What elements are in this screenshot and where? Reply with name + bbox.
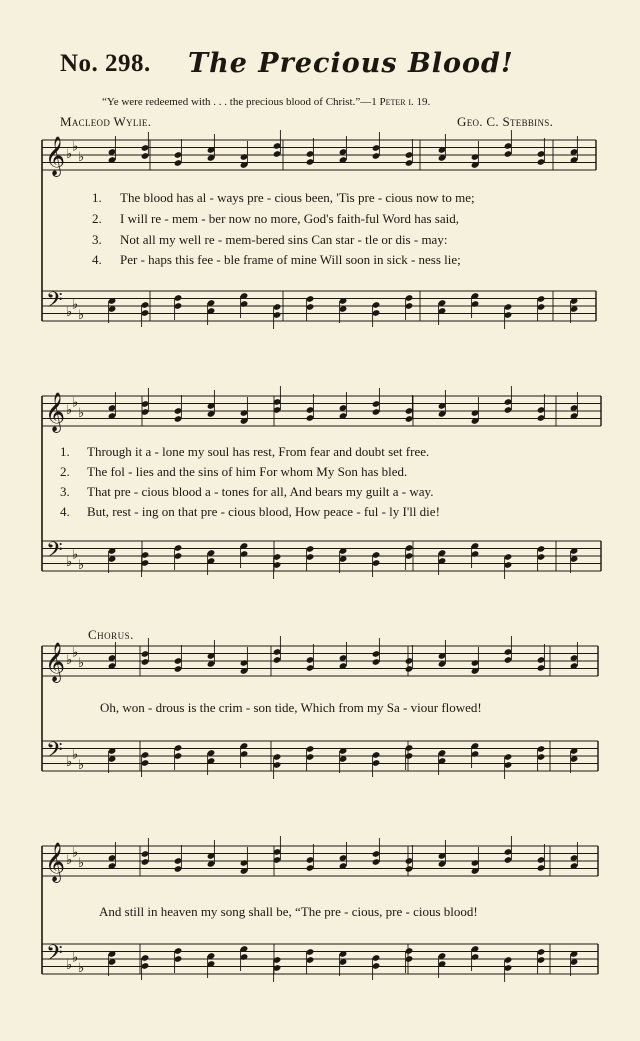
verse-number: 4. [92,252,102,267]
verse-text: I will re - mem - ber now no more, God's faith-ful Word has said, [120,211,459,226]
flat-icon: ♭ [78,855,85,871]
epigraph-quote: “Ye were redeemed with . . . the precious blood of Christ.”— [102,96,372,108]
treble-clef-icon: 𝄞 [45,842,66,882]
author-credit: Macleod Wylie. [60,114,152,129]
flat-icon: ♭ [78,757,85,773]
verse-number: 3. [92,232,102,247]
verse-text: But, rest - ing on that pre - cious blood, How peace - ful - ly I'll die! [87,504,440,519]
flat-icon: ♭ [72,139,79,155]
flat-icon: ♭ [66,755,73,770]
treble-clef-icon: 𝄞 [45,642,66,682]
flat-icon: ♭ [72,297,79,313]
hymn-number: No. 298. [60,50,151,77]
flat-icon: ♭ [66,305,73,320]
flat-icon: ♭ [72,645,79,661]
flat-icon: ♭ [78,307,85,323]
composer-credit: Geo. C. Stebbins. [457,114,554,129]
flat-icon: ♭ [66,853,73,868]
verse-text: Not all my well re - mem-bered sins Can star - tle or dis - may: [120,232,448,247]
epigraph-reference: 1 Peter i. 19. [371,96,431,108]
flat-icon: ♭ [78,149,85,165]
chorus-label: Chorus. [88,627,134,642]
verse-text: The blood has al - ways pre - cious been, 'Tis pre - cious now to me; [120,190,475,205]
verse-text: Through it a - lone my soul has rest, From fear and doubt set free. [87,444,430,459]
flat-icon: ♭ [78,960,85,976]
verse-number: 1. [60,444,70,459]
treble-clef-icon: 𝄞 [45,392,66,432]
verse-text: The fol - lies and the sins of him For whom My Son has bled. [87,464,408,479]
chorus-line-1: Oh, won - drous is the crim - son tide, Which from my Sa - viour flowed! [100,700,482,715]
flat-icon: ♭ [72,950,79,966]
chorus-line-2: And still in heaven my song shall be, “The pre - cious, pre - cious blood! [99,904,478,919]
flat-icon: ♭ [66,403,73,418]
flat-icon: ♭ [78,557,85,573]
flat-icon: ♭ [78,655,85,671]
hymn-title: The Precious Blood! [188,48,514,79]
flat-icon: ♭ [72,547,79,563]
verse-number: 2. [60,464,70,479]
verse-text: Per - haps this fee - ble frame of mine Will soon in sick - ness lie; [120,252,461,267]
verse-text: That pre - cious blood a - tones for all, And bears my guilt a - way. [87,484,434,499]
bass-clef-icon: 𝄢 [46,941,63,971]
flat-icon: ♭ [72,395,79,411]
verse-number: 3. [60,484,70,499]
treble-clef-icon: 𝄞 [45,136,66,176]
flat-icon: ♭ [66,555,73,570]
verse-number: 2. [92,211,102,226]
flat-icon: ♭ [66,958,73,973]
bass-clef-icon: 𝄢 [46,538,63,568]
bass-clef-icon: 𝄢 [46,288,63,318]
flat-icon: ♭ [72,747,79,763]
flat-icon: ♭ [78,405,85,421]
verse-number: 4. [60,504,70,519]
flat-icon: ♭ [66,147,73,162]
flat-icon: ♭ [66,653,73,668]
bass-clef-icon: 𝄢 [46,738,63,768]
flat-icon: ♭ [72,845,79,861]
verse-number: 1. [92,190,102,205]
